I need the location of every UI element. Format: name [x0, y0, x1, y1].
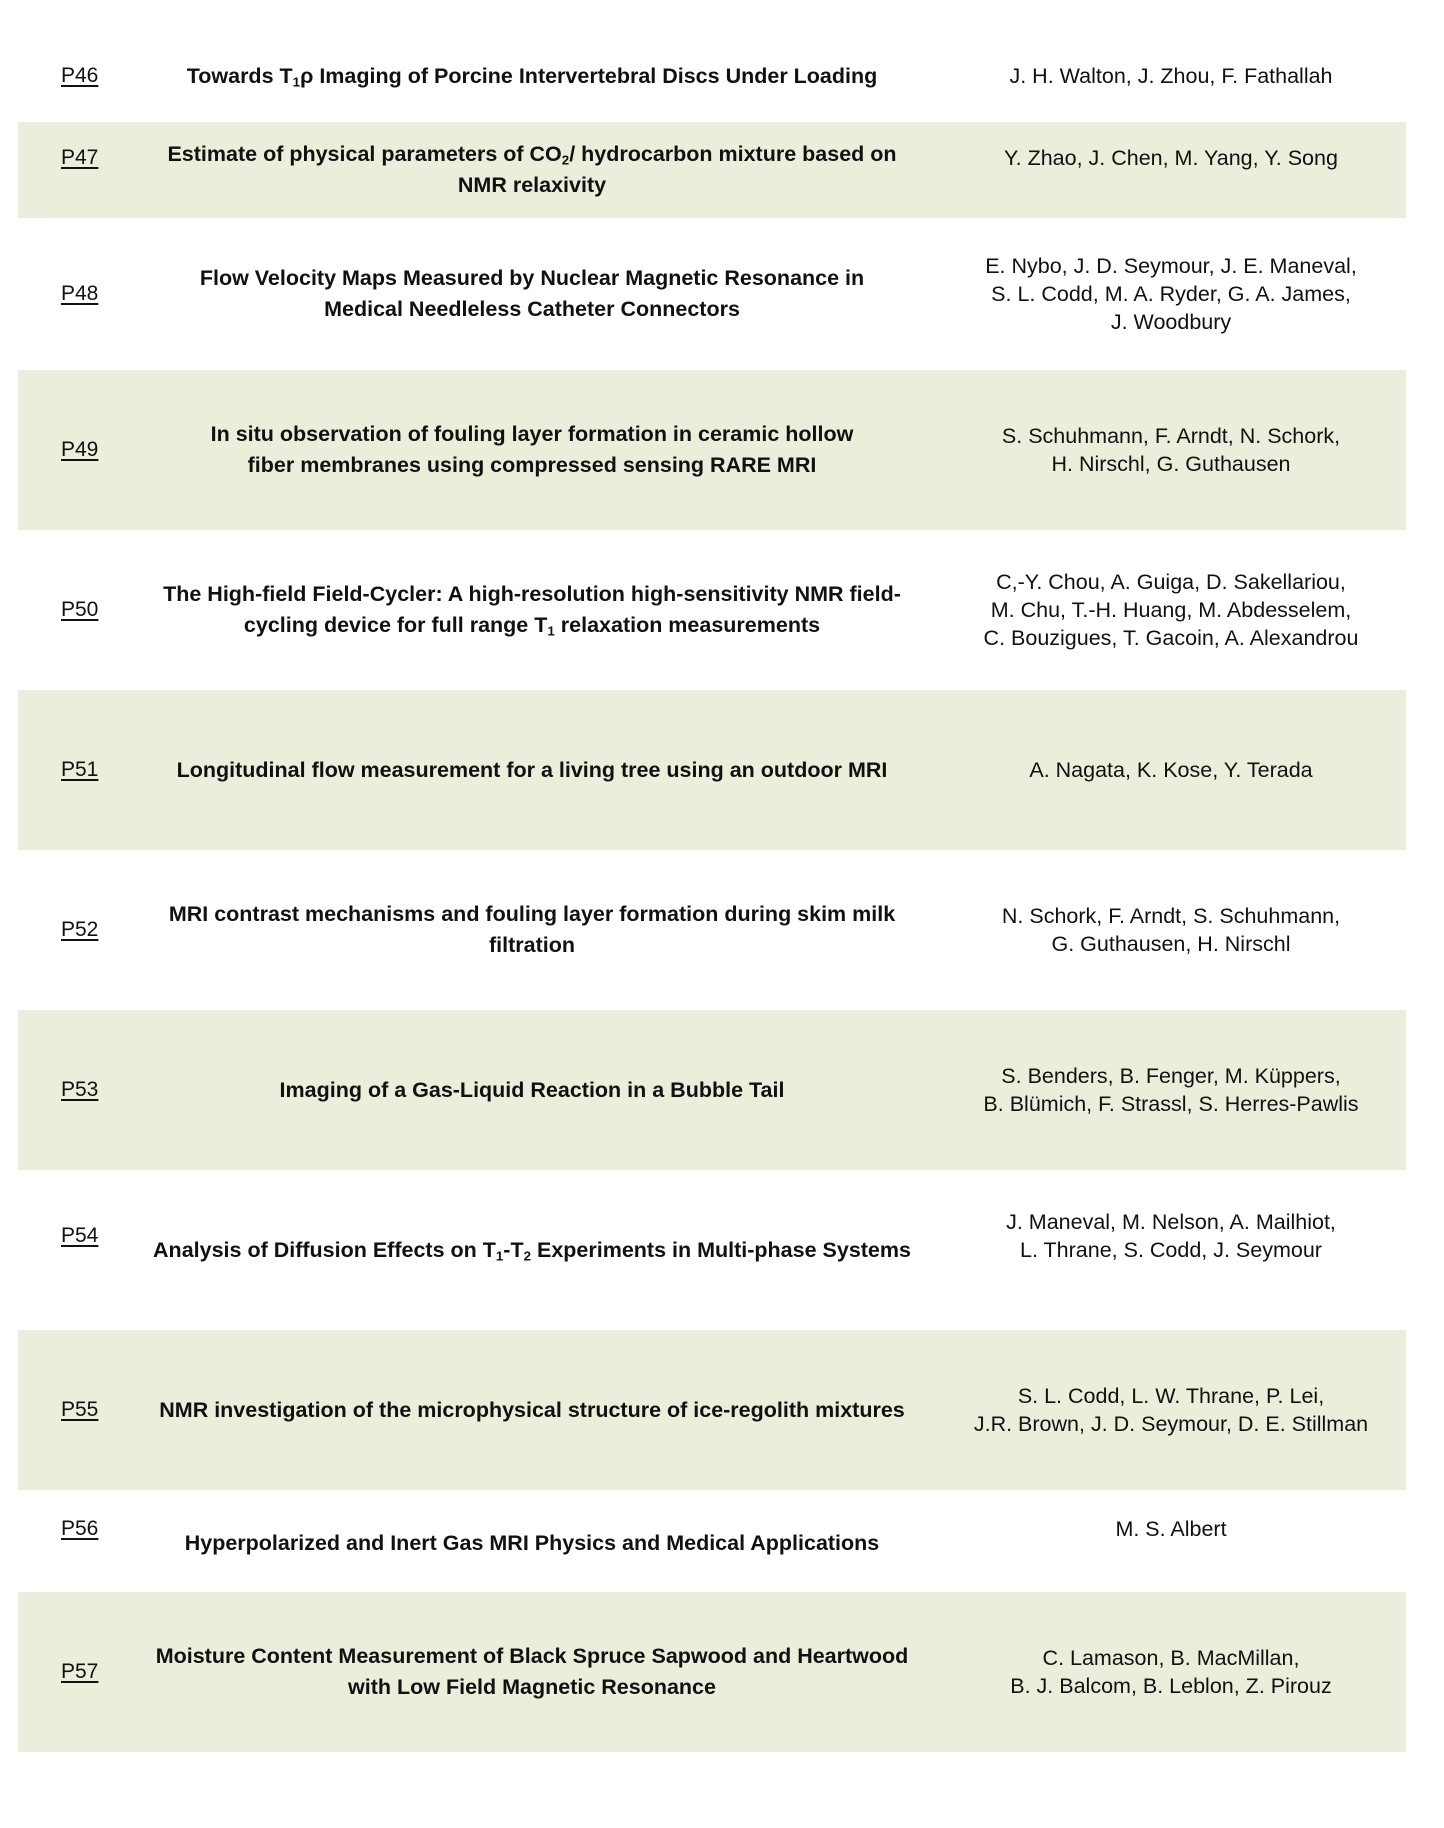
title-text: In situ observation of fouling layer formation in ceramic hollow [210, 422, 854, 446]
poster-id-link[interactable]: P46 [61, 64, 99, 87]
poster-title [128, 579, 936, 641]
poster-authors [936, 144, 1406, 172]
author-line: L. Thrane, S. Codd, J. Seymour [1020, 1238, 1322, 1262]
poster-title [128, 139, 936, 201]
table-row [18, 530, 1406, 690]
poster-authors [936, 62, 1406, 90]
title-text: filtration [489, 933, 575, 957]
table-row [18, 1010, 1406, 1170]
poster-title-line [134, 1395, 930, 1426]
poster-title-line [134, 1075, 930, 1106]
author-line: B. J. Balcom, B. Leblon, Z. Pirouz [1010, 1674, 1332, 1698]
poster-authors [936, 252, 1406, 336]
author-line: S. Schuhmann, F. Arndt, N. Schork, [1001, 424, 1341, 448]
title-text: Estimate of physical parameters of CO [167, 142, 562, 166]
poster-title-line [134, 930, 930, 961]
poster-title-line [134, 263, 930, 294]
author-line: C,-Y. Chou, A. Guiga, D. Sakellariou, [996, 570, 1346, 594]
subscript: 2 [561, 152, 570, 168]
poster-title-line [134, 1672, 930, 1703]
author-line: B. Blümich, F. Strassl, S. Herres-Pawlis [983, 1092, 1359, 1116]
table-row [18, 1330, 1406, 1490]
poster-id-link[interactable]: P52 [61, 918, 99, 941]
title-text: Analysis of Diffusion Effects on T [153, 1237, 496, 1262]
poster-id-link[interactable]: P51 [61, 758, 99, 781]
author-line: S. L. Codd, L. W. Thrane, P. Lei, [1017, 1384, 1325, 1408]
author-line: M. S. Albert [1115, 1517, 1227, 1541]
title-text: relaxation measurements [554, 613, 821, 637]
title-text: Longitudinal flow measurement for a living tree using an outdoor MRI [176, 757, 888, 782]
title-text: / hydrocarbon mixture based on [569, 142, 897, 166]
author-line: J. H. Walton, J. Zhou, F. Fathallah [1009, 64, 1333, 88]
poster-authors [936, 1208, 1406, 1264]
poster-id-link[interactable]: P50 [61, 598, 99, 621]
subscript: 1 [547, 623, 555, 639]
poster-id-link[interactable]: P53 [61, 1078, 99, 1101]
poster-id-link[interactable]: P57 [61, 1660, 99, 1683]
author-line: E. Nybo, J. D. Seymour, J. E. Maneval, [985, 254, 1357, 278]
title-text: Towards T [186, 63, 293, 88]
table-row [18, 30, 1406, 122]
poster-id-link[interactable]: P54 [61, 1224, 99, 1247]
table-row [18, 850, 1406, 1010]
title-text: The High-field Field-Cycler: A high-resolution high-sensitivity NMR field- [163, 582, 901, 606]
poster-title-line [134, 139, 930, 170]
poster-title-line [134, 1235, 930, 1266]
poster-title [128, 419, 936, 481]
poster-authors [936, 1062, 1406, 1118]
poster-title [128, 755, 936, 786]
poster-title [128, 1235, 936, 1266]
title-text: Moisture Content Measurement of Black Spruce Sapwood and Heartwood [155, 1644, 909, 1668]
author-line: J.R. Brown, J. D. Seymour, D. E. Stillman [973, 1412, 1369, 1436]
poster-title-line [134, 1528, 930, 1559]
poster-title-line [134, 450, 930, 481]
title-text: ρ Imaging of Porcine Intervertebral Discs Under Loading [300, 63, 878, 88]
title-text: Experiments in Multi-phase Systems [531, 1237, 911, 1262]
subscript: 2 [523, 1247, 532, 1263]
title-text: Medical Needleless Catheter Connectors [324, 297, 740, 321]
author-line: J. Maneval, M. Nelson, A. Mailhiot, [1006, 1210, 1336, 1234]
author-line: Y. Zhao, J. Chen, M. Yang, Y. Song [1004, 146, 1338, 170]
poster-id-link[interactable]: P56 [61, 1517, 99, 1540]
title-text: MRI contrast mechanisms and fouling layer formation during skim milk [168, 902, 896, 926]
table-row [18, 1170, 1406, 1330]
title-text: Imaging of a Gas-Liquid Reaction in a Bubble Tail [279, 1077, 785, 1102]
poster-title-line [134, 419, 930, 450]
author-line: M. Chu, T.-H. Huang, M. Abdesselem, [990, 598, 1352, 622]
poster-authors [936, 422, 1406, 478]
poster-title-line [134, 1641, 930, 1672]
title-text: NMR investigation of the microphysical structure of ice-regolith mixtures [159, 1397, 905, 1422]
table-row [18, 1490, 1406, 1592]
title-text: fiber membranes using compressed sensing RARE MRI [247, 453, 817, 477]
table-row [18, 370, 1406, 530]
poster-title-line [134, 610, 930, 641]
poster-authors [936, 1644, 1406, 1700]
poster-title-line [134, 755, 930, 786]
author-line: S. Benders, B. Fenger, M. Küppers, [1001, 1064, 1341, 1088]
poster-title-line [134, 170, 930, 201]
poster-authors [936, 1515, 1406, 1543]
title-text: NMR relaxivity [457, 173, 607, 197]
poster-authors [936, 756, 1406, 784]
title-text: cycling device for full range T [243, 613, 548, 637]
poster-id-link[interactable]: P47 [61, 146, 99, 169]
subscript: 1 [495, 1247, 504, 1263]
poster-title [128, 61, 936, 92]
poster-title-line [134, 294, 930, 325]
author-line: J. Woodbury [1110, 310, 1232, 334]
title-text: -T [503, 1237, 524, 1262]
poster-title [128, 1641, 936, 1703]
poster-id-link[interactable]: P55 [61, 1398, 99, 1421]
poster-authors [936, 902, 1406, 958]
title-text: with Low Field Magnetic Resonance [348, 1675, 716, 1699]
author-line: N. Schork, F. Arndt, S. Schuhmann, [1001, 904, 1341, 928]
poster-title [128, 899, 936, 961]
poster-title-line [134, 579, 930, 610]
subscript: 1 [292, 73, 301, 89]
title-text: Flow Velocity Maps Measured by Nuclear Magnetic Resonance in [199, 266, 865, 290]
table-row [18, 1592, 1406, 1752]
poster-title [128, 1075, 936, 1106]
author-line: C. Lamason, B. MacMillan, [1042, 1646, 1300, 1670]
poster-authors [936, 568, 1406, 652]
table-row [18, 218, 1406, 370]
poster-title [128, 1528, 936, 1559]
author-line: H. Nirschl, G. Guthausen [1051, 452, 1291, 476]
table-row [18, 122, 1406, 218]
poster-list-table [18, 30, 1406, 1752]
author-line: A. Nagata, K. Kose, Y. Terada [1029, 758, 1313, 782]
poster-title-line [134, 899, 930, 930]
table-row [18, 690, 1406, 850]
poster-id-link[interactable]: P49 [61, 438, 99, 461]
author-line: C. Bouzigues, T. Gacoin, A. Alexandrou [983, 626, 1359, 650]
poster-title [128, 263, 936, 325]
poster-title [128, 1395, 936, 1426]
poster-id-link[interactable]: P48 [61, 282, 99, 305]
poster-title-line [134, 61, 930, 92]
poster-authors [936, 1382, 1406, 1438]
author-line: G. Guthausen, H. Nirschl [1051, 932, 1291, 956]
title-text: Hyperpolarized and Inert Gas MRI Physics and Medical Applications [184, 1530, 880, 1555]
author-line: S. L. Codd, M. A. Ryder, G. A. James, [991, 282, 1351, 306]
